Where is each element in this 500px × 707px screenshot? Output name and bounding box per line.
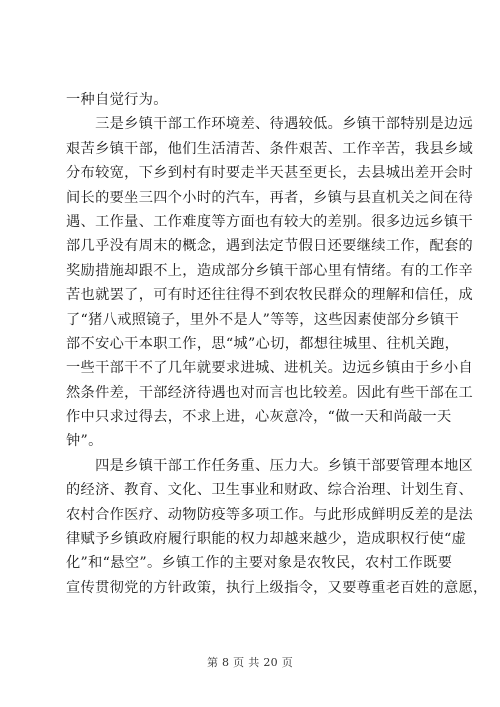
text-line: 奖励措施却跟不上，造成部分乡镇干部心里有情绪。有的工作辛 — [66, 262, 474, 279]
text-line: 农村合作医疗、动物防疫等多项工作。与此形成鲜明反差的是法 — [66, 506, 474, 523]
text-line: 律赋予乡镇政府履行职能的权力却越来越少，造成职权行使“虚 — [66, 531, 467, 548]
text-line: 艰苦乡镇干部，他们生活清苦、条件艰苦、工作辛苦，我县乡域 — [66, 140, 474, 157]
text-line: 然条件差，干部经济待遇也对而言也比较差。因此有些干部在工 — [66, 384, 474, 401]
text-line: 三是乡镇干部工作环境差、待遇较低。乡镇干部特别是边远 — [66, 116, 474, 133]
text-line: 间长的要坐三四个小时的汽车，再者，乡镇与县直机关之间在待 — [66, 189, 474, 206]
text-line: 的经济、教育、文化、卫生事业和财政、综合治理、计划生育、 — [66, 482, 474, 499]
text-line: 了“猪八戒照镜子，里外不是人”等等，这些因素使部分乡镇干 — [66, 311, 460, 328]
text-line: 部不安心干本职工作，思“城”心切，都想往城里、往机关跑， — [66, 335, 460, 352]
text-line: 作中只求过得去，不求上进，心灰意冷，“做一天和尚敲一天 — [66, 409, 452, 426]
text-line: 宣传贯彻党的方针政策，执行上级指令，又要尊重老百姓的意愿， — [66, 579, 488, 596]
text-line: 一种自觉行为。 — [66, 92, 168, 108]
text-line: 苦也就罢了，可有时还往往得不到农牧民群众的理解和信任，成 — [66, 287, 474, 304]
text-line: 遇、工作量、工作难度等方面也有较大的差别。很多边远乡镇干 — [66, 213, 474, 230]
page-footer: 第 8 页 共 20 页 — [206, 656, 294, 669]
text-line: 分布较宽，下乡到村有时要走半天甚至更长，去县城出差开会时 — [66, 165, 474, 182]
text-line: 化”和“悬空”。乡镇工作的主要对象是农牧民，农村工作既要 — [66, 555, 453, 572]
text-line: 部几乎没有周末的概念，遇到法定节假日还要继续工作，配套的 — [66, 238, 474, 255]
body-text — [66, 88, 488, 600]
text-line: 钟”。 — [66, 433, 103, 450]
text-line: 四是乡镇干部工作任务重、压力大。乡镇干部要管理本地区 — [66, 457, 474, 474]
text-line: 一些干部干不了几年就要求进城、进机关。边远乡镇由于乡小自 — [66, 360, 474, 377]
